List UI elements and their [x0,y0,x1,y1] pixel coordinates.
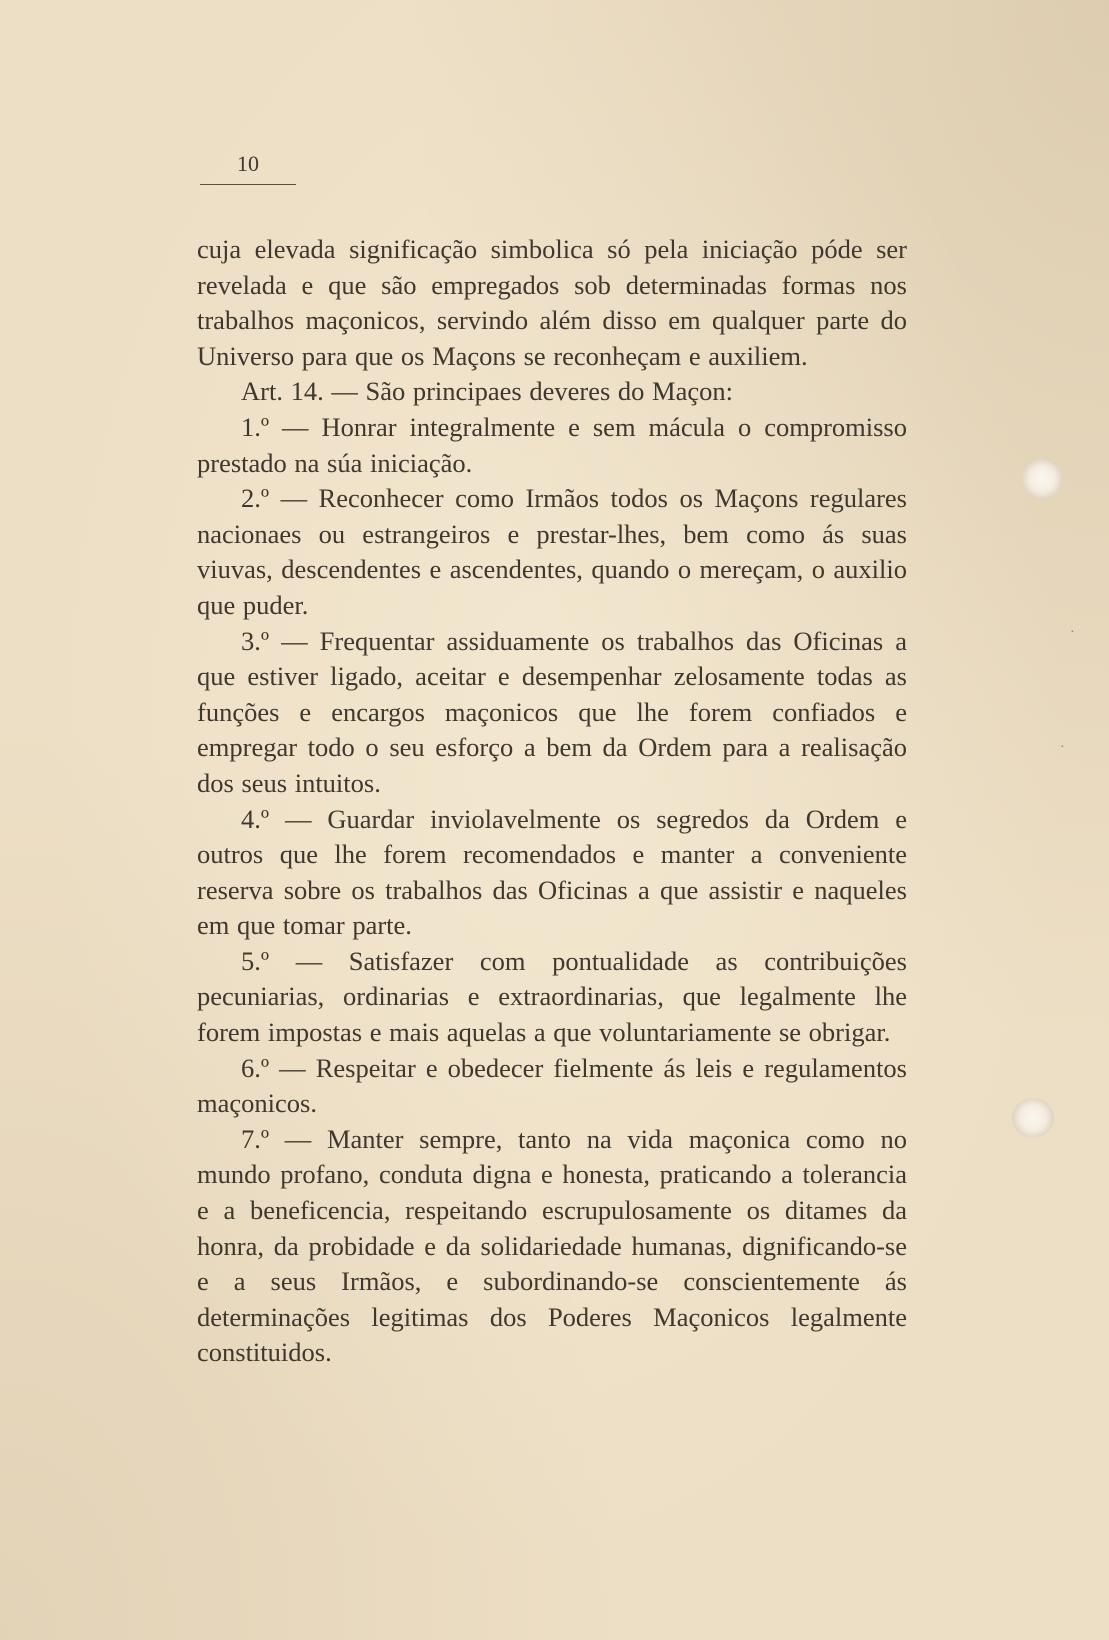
page-number: 10 [237,151,259,176]
duty-item-1: 1.º — Honrar integralmente e sem mácula o compromisso prestado na súa iniciação. [197,411,907,478]
duty-item-2: 2.º — Reconhecer como Irmãos todos os Maçons regulares nacionaes ou estrangeiros e prestar-lhes, bem como ás suas viuvas, descendentes e ascendentes, quando o mereçam, o auxilio que puder. [197,483,907,620]
paper-mark: · [1060,740,1065,755]
binding-hole-lower [1012,1098,1054,1138]
paragraph-continuation: cuja elevada significação simbolica só pela iniciação póde ser revelada e que são empregados sob determinadas formas nos trabalhos maçonicos, servindo além disso em qualquer parte do Universo para que os Maçons se reconheçam e auxiliem. [197,234,907,371]
body-text [197,232,907,1371]
binding-hole-upper [1022,458,1062,500]
article-heading: Art. 14. — São principaes deveres do Maçon: [241,376,733,407]
duty-item-4: 4.º — Guardar inviolavelmente os segredos da Ordem e outros que lhe forem recomendados e manter a conveniente reserva sobre os trabalhos das Oficinas a que assistir e naqueles em que tomar parte. [197,803,907,941]
duty-item-7: 7.º — Manter sempre, tanto na vida maçonica como no mundo profano, conduta digna e honesta, praticando a tolerancia e a beneficencia, respeitando escrupulosamente os ditames da honra, da probidade e da solidariedade humanas, dignificando-se e a seus Irmãos, e subordinando-se conscientemente ás determinações legitimas dos Poderes Maçonicos legalmente constituidos. [197,1123,907,1368]
duty-item-5: 5.º — Satisfazer com pontualidade as contribuições pecuniarias, ordinarias e extraordinarias, que legalmente lhe forem impostas e mais aquelas a que voluntariamente se obrigar. [197,945,907,1048]
page-number-rule [200,184,296,185]
duty-item-3: 3.º — Frequentar assiduamente os trabalhos das Oficinas a que estiver ligado, aceitar e desempenhar zelosamente todas as funções e encargos maçonicos que lhe forem confiados e empregar todo o seu esforço a bem da Ordem para a realisação dos seus intuitos. [197,625,907,798]
duty-item-6: 6.º — Respeitar e obedecer fielmente ás leis e regulamentos maçonicos. [197,1052,907,1119]
paper-mark: · [1070,625,1075,640]
